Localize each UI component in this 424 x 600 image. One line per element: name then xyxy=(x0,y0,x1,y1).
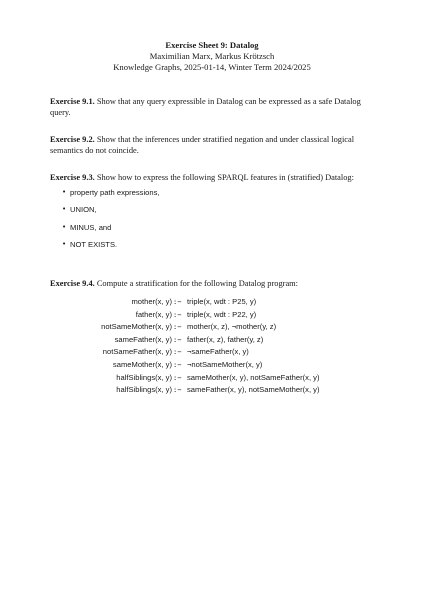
rule-head: father(x, y) xyxy=(135,309,172,319)
sheet-authors: Maximilian Marx, Markus Krötzsch xyxy=(149,51,275,62)
rule-head: notSameMother(x, y) xyxy=(101,322,172,332)
exercise-text: Compute a stratification for the following Datalog program: xyxy=(96,279,299,288)
datalog-rule xyxy=(0,359,424,371)
sheet-title: Exercise Sheet 9: Datalog xyxy=(165,40,259,50)
datalog-rule xyxy=(0,346,424,358)
list-item: • MINUS, and xyxy=(62,222,112,232)
exercise-text: Show how to express the following SPARQL features in (stratified) Datalog: xyxy=(96,173,354,182)
bullet-icon: • xyxy=(62,188,67,196)
rule-head: sameFather(x, y) xyxy=(114,334,172,344)
rule-body: ¬notSameMother(x, y) xyxy=(187,360,263,369)
exercise-9-3 xyxy=(50,172,378,183)
rule-operator: :− xyxy=(173,323,182,332)
bullet-icon: • xyxy=(62,240,67,249)
rule-head: halfSiblings(x, y) xyxy=(116,385,172,395)
list-item: • property path expressions, xyxy=(62,188,160,197)
rule-body: sameFather(x, y), notSameMother(x, y) xyxy=(187,385,320,395)
rule-body: mother(x, z), ¬mother(y, z) xyxy=(187,322,277,332)
exercise-9-1 xyxy=(50,96,378,119)
rule-body: ¬sameFather(x, y) xyxy=(187,347,249,357)
exercise-label: Exercise 9.3. xyxy=(50,173,95,182)
exercise-label: Exercise 9.4. xyxy=(50,279,95,288)
bullet-icon: • xyxy=(62,222,67,231)
exercise-text: Show that any query expressible in Datalog can be expressed as a safe Datalog query. xyxy=(50,97,361,118)
datalog-rule xyxy=(0,372,424,384)
rule-body: sameMother(x, y), notSameFather(x, y) xyxy=(187,372,320,382)
rule-operator: :− xyxy=(173,348,182,357)
datalog-rule xyxy=(0,296,424,308)
list-item: • NOT EXISTS. xyxy=(62,240,118,250)
sheet-header xyxy=(0,40,424,74)
datalog-rule xyxy=(0,321,424,333)
list-item: • UNION, xyxy=(62,205,97,215)
datalog-rule xyxy=(0,384,424,396)
exercise-9-2 xyxy=(50,134,378,157)
datalog-rule xyxy=(0,309,424,321)
rule-operator: :− xyxy=(173,373,182,382)
exercise-label: Exercise 9.2. xyxy=(50,135,95,144)
sparql-feature-list xyxy=(62,187,160,257)
rule-operator: :− xyxy=(173,335,182,344)
sheet-course: Knowledge Graphs, 2025-01-14, Winter Term 2024/2025 xyxy=(113,62,311,73)
datalog-rule xyxy=(0,334,424,346)
rule-head: notSameFather(x, y) xyxy=(102,347,172,357)
rule-operator: :− xyxy=(173,298,182,306)
rule-body: father(x, z), father(y, z) xyxy=(187,334,264,344)
rule-operator: :− xyxy=(173,361,182,369)
exercise-text: Show that the inferences under stratified negation and under classical logical semantics do not coincide. xyxy=(50,135,355,156)
rule-head: halfSiblings(x, y) xyxy=(116,372,172,382)
rule-operator: :− xyxy=(173,310,182,319)
exercise-label: Exercise 9.1. xyxy=(50,97,95,106)
rule-operator: :− xyxy=(173,386,182,395)
bullet-icon: • xyxy=(62,205,67,214)
rule-body: triple(x, wdt : P22, y) xyxy=(187,309,257,319)
rule-head: mother(x, y) xyxy=(131,297,172,306)
rule-head: sameMother(x, y) xyxy=(112,360,172,369)
exercise-9-4 xyxy=(50,278,378,289)
rule-body: triple(x, wdt : P25, y) xyxy=(187,297,257,306)
